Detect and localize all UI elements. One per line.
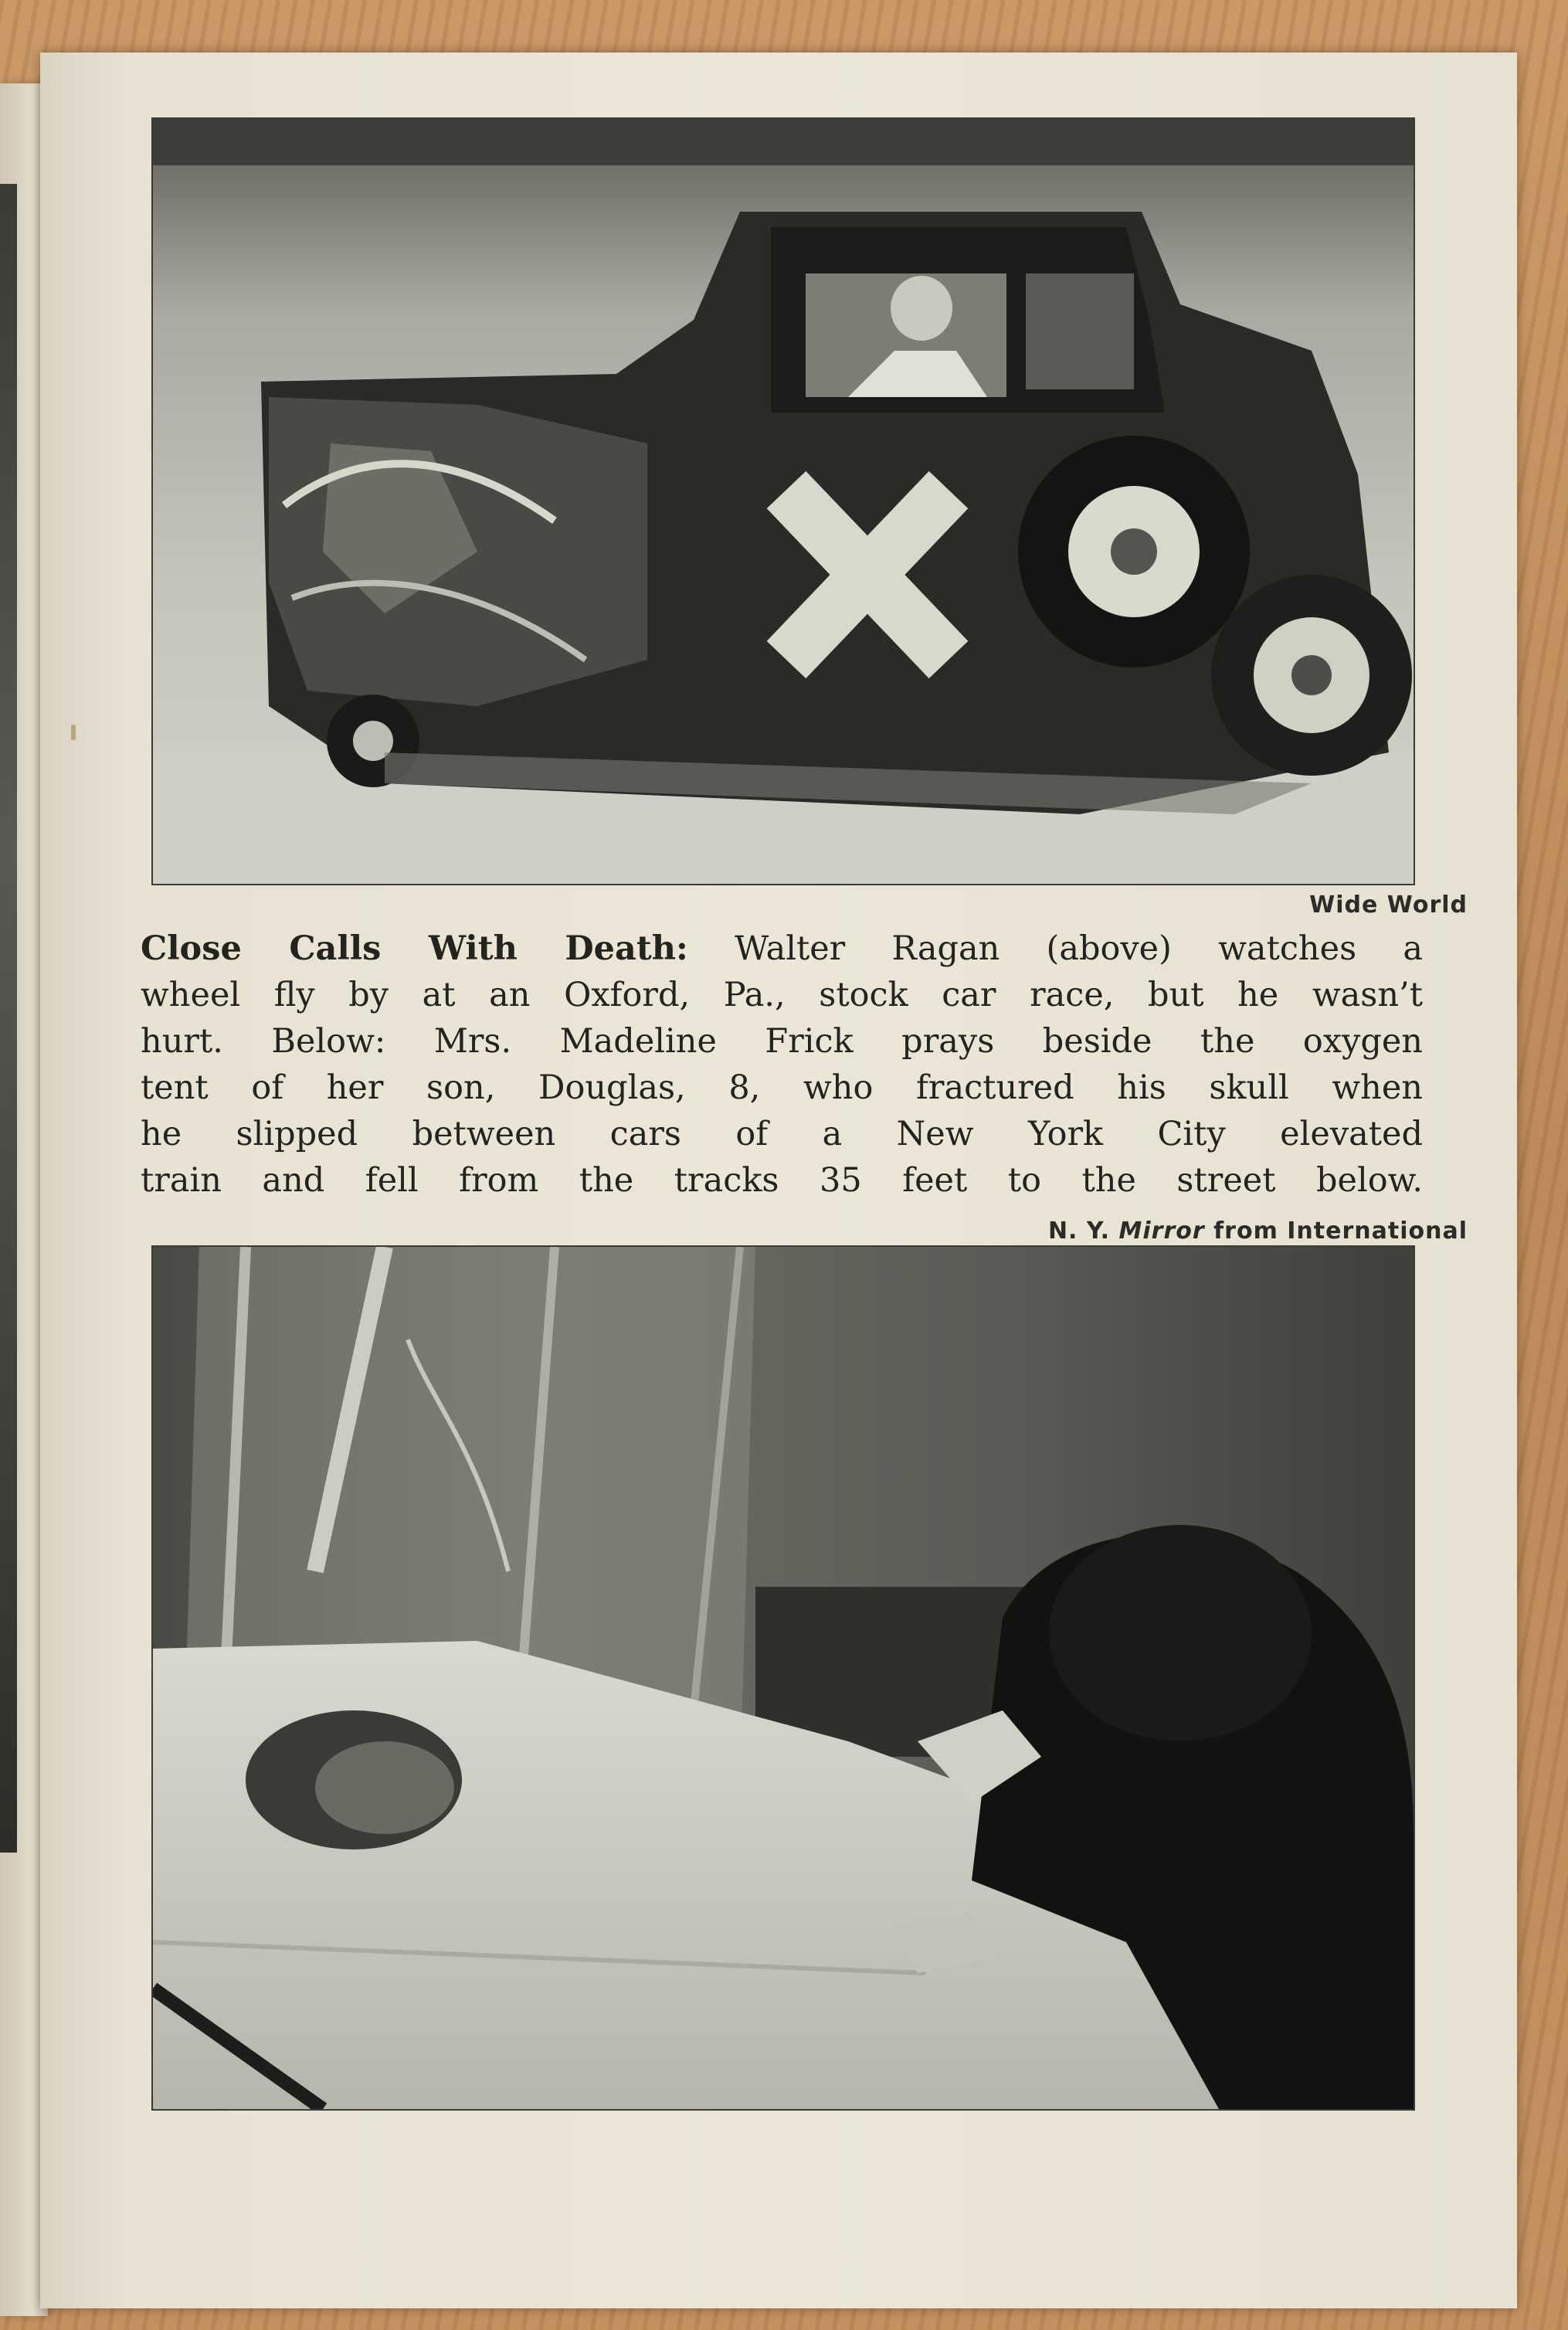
- caption-line-3: hurt. Below: Mrs. Madeline Frick prays beside the oxygen: [141, 1022, 1423, 1061]
- caption-line-5: he slipped between cars of a New York City elevated: [141, 1115, 1423, 1153]
- caption-line-2: wheel fly by at an Oxford, Pa., stock car race, but he wasn’t: [141, 976, 1423, 1014]
- photo-credit-bottom: N. Y. Mirror from International: [1047, 1218, 1468, 1245]
- caption-heading: Close Calls With Death:: [141, 929, 688, 968]
- photo-wrecked-stock-car: [151, 117, 1415, 885]
- staple-mark: [71, 725, 76, 740]
- caption-line-1: Close Calls With Death: Walter Ragan (above) watches a: [141, 929, 1424, 968]
- caption-line-6: train and fell from the tracks 35 feet to the street below.: [141, 1161, 1423, 1200]
- caption-line-4: tent of her son, Douglas, 8, who fractured his skull when: [141, 1068, 1423, 1107]
- photo-mother-praying-by-oxygen-tent: [151, 1245, 1415, 2111]
- photo-caption: [141, 926, 1423, 1204]
- previous-page-photo-edge: [0, 184, 17, 1853]
- photo-credit-top: Wide World: [1309, 892, 1468, 919]
